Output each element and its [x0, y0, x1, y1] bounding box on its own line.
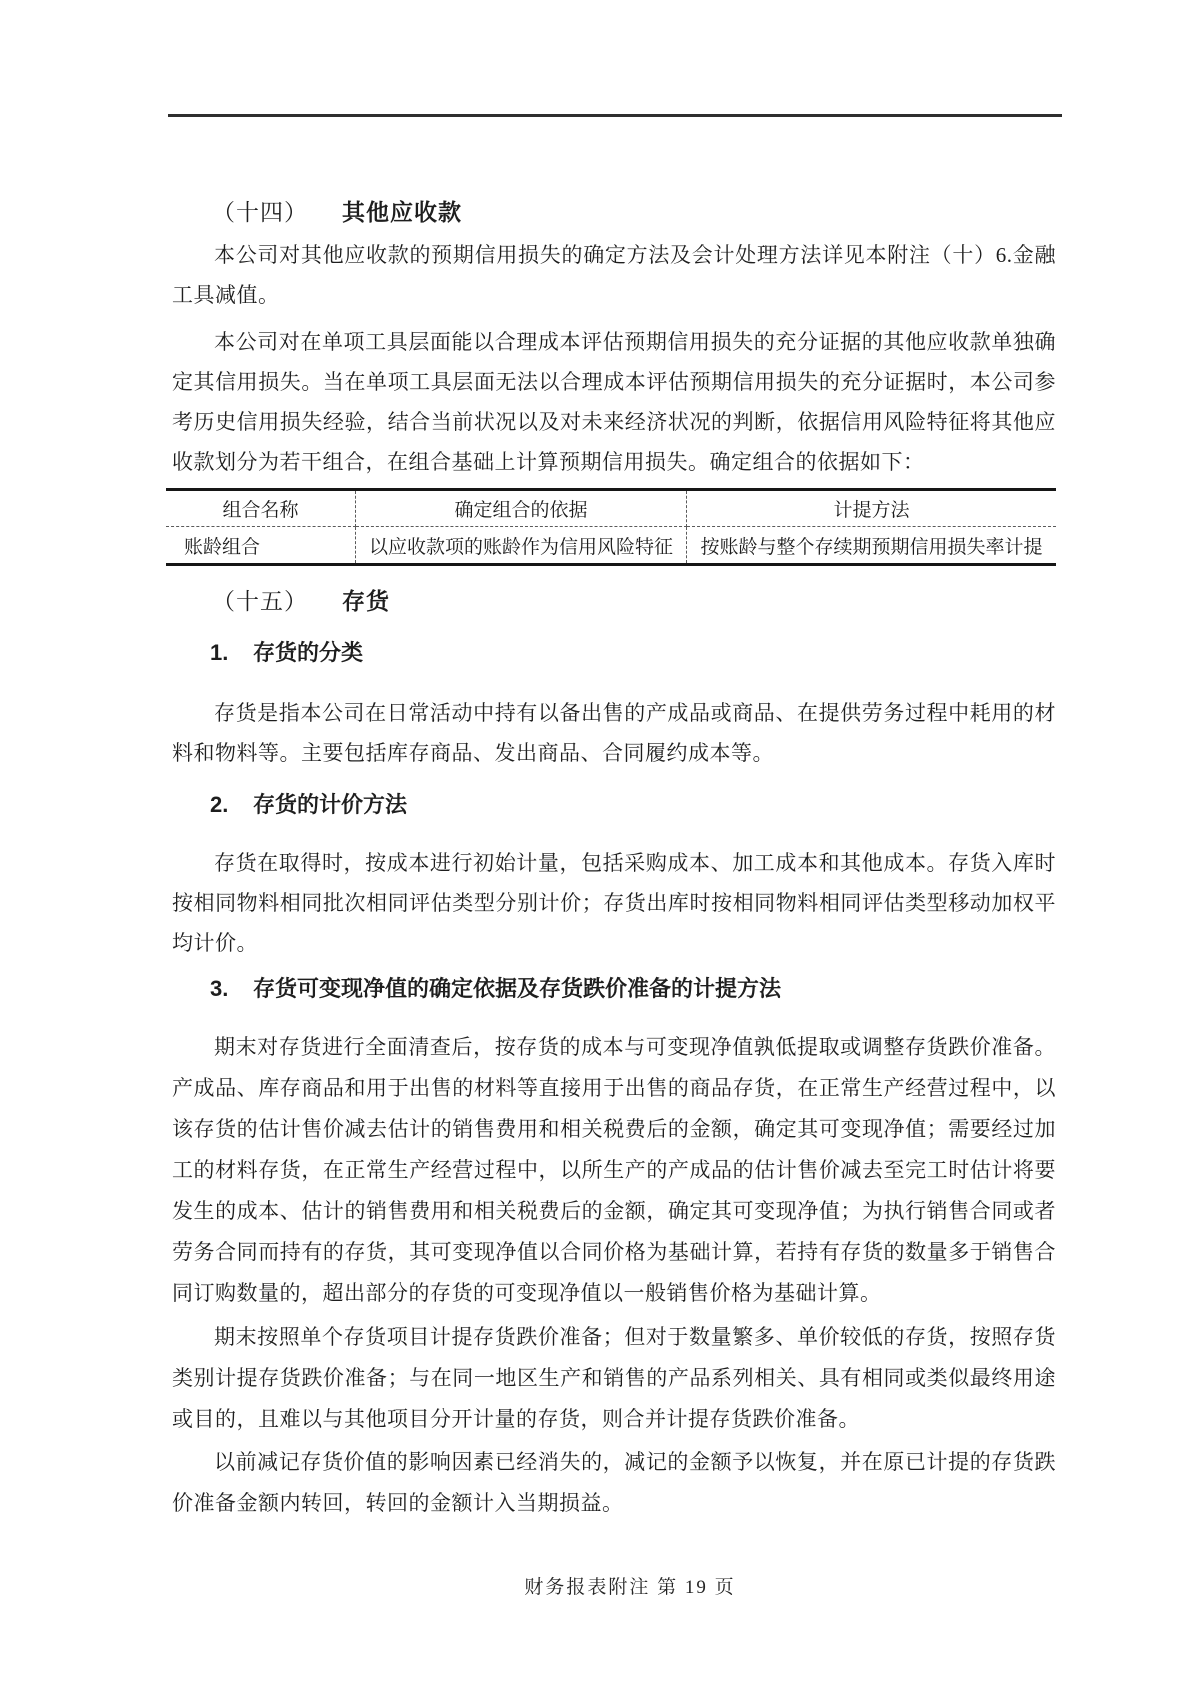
- table-header-row: [166, 490, 1056, 527]
- table-cell-method: 按账龄与整个存续期预期信用损失率计提: [700, 536, 1043, 558]
- table-header-cell-method: 计提方法: [687, 490, 1057, 527]
- section-title: 其他应收款: [342, 199, 462, 225]
- table-header: [166, 490, 1056, 527]
- section-heading-15: [212, 588, 390, 615]
- subheading-number: 3.: [210, 976, 229, 1001]
- paragraph-other-receivables-1: 本公司对其他应收款的预期信用损失的确定方法及会计处理方法详见本附注（十）6.金融工具减值。: [172, 243, 1056, 307]
- table-body: [166, 527, 1056, 565]
- subheading-title: 存货可变现净值的确定依据及存货跌价准备的计提方法: [253, 976, 782, 1001]
- paragraph-other-receivables-2: 本公司对在单项工具层面能以合理成本评估预期信用损失的充分证据的其他应收款单独确定其信用损失。当在单项工具层面无法以合理成本评估预期信用损失的充分证据时，本公司参考历史信用损失经验，结合当前状况以及对未来经济状况的判断，依据信用风险特征将其他应收款划分为若干组合，在组合基础上计算预期信用损失。确定组合的依据如下：: [172, 330, 1056, 474]
- section-number: （十五）: [212, 589, 308, 614]
- section-heading-14: [212, 199, 462, 226]
- subheading-title: 存货的计价方法: [253, 792, 408, 817]
- header-rule: [168, 114, 1062, 117]
- table-header-cell-group-name: 组合名称: [166, 490, 356, 527]
- subheading-inventory-classification: [210, 640, 363, 666]
- table-cell-group-name: 账龄组合: [166, 527, 356, 565]
- subheading-inventory-valuation: [210, 792, 407, 818]
- section-title: 存货: [342, 588, 390, 614]
- credit-loss-grouping-table: [166, 488, 1056, 566]
- subheading-number: 2.: [210, 792, 229, 817]
- page-footer: 财务报表附注 第 19 页: [524, 1577, 736, 1598]
- subheading-number: 1.: [210, 640, 229, 665]
- paragraph-inventory-valuation: 存货在取得时，按成本进行初始计量，包括采购成本、加工成本和其他成本。存货入库时按相同物料相同批次相同评估类型分别计价；存货出库时按相同物料相同评估类型移动加权平均计价。: [172, 851, 1056, 955]
- section-number: （十四）: [212, 200, 308, 225]
- table-cell-basis: 以应收款项的账龄作为信用风险特征: [356, 527, 687, 565]
- subheading-title: 存货的分类: [253, 640, 364, 665]
- paragraph-nrv-determination: 期末对存货进行全面清查后，按存货的成本与可变现净值孰低提取或调整存货跌价准备。产成品、库存商品和用于出售的材料等直接用于出售的商品存货，在正常生产经营过程中，以该存货的估计售价减去估计的销售费用和相关税费后的金额，确定其可变现净值；需要经过加工的材料存货，在正常生产经营过程中，以所生产的产成品的估计售价减去至完工时估计将要发生的成本、估计的销售费用和相关税费后的金额，确定其可变现净值；为执行销售合同或者劳务合同而持有的存货，其可变现净值以合同价格为基础计算，若持有存货的数量多于销售合同订购数量的，超出部分的存货的可变现净值以一般销售价格为基础计算。: [172, 1035, 1056, 1305]
- subheading-net-realizable-value: [210, 976, 781, 1002]
- table-header-cell-basis: 确定组合的依据: [356, 490, 687, 527]
- paragraph-provision-method: 期末按照单个存货项目计提存货跌价准备；但对于数量繁多、单价较低的存货，按照存货类别计提存货跌价准备；与在同一地区生产和销售的产品系列相关、具有相同或类似最终用途或目的，且难以与其他项目分开计量的存货，则合并计提存货跌价准备。: [172, 1325, 1056, 1431]
- table-row: [166, 527, 1056, 565]
- paragraph-inventory-classification: 存货是指本公司在日常活动中持有以备出售的产成品或商品、在提供劳务过程中耗用的材料和物料等。主要包括库存商品、发出商品、合同履约成本等。: [172, 701, 1056, 765]
- paragraph-provision-reversal: 以前减记存货价值的影响因素已经消失的，减记的金额予以恢复，并在原已计提的存货跌价准备金额内转回，转回的金额计入当期损益。: [172, 1450, 1056, 1515]
